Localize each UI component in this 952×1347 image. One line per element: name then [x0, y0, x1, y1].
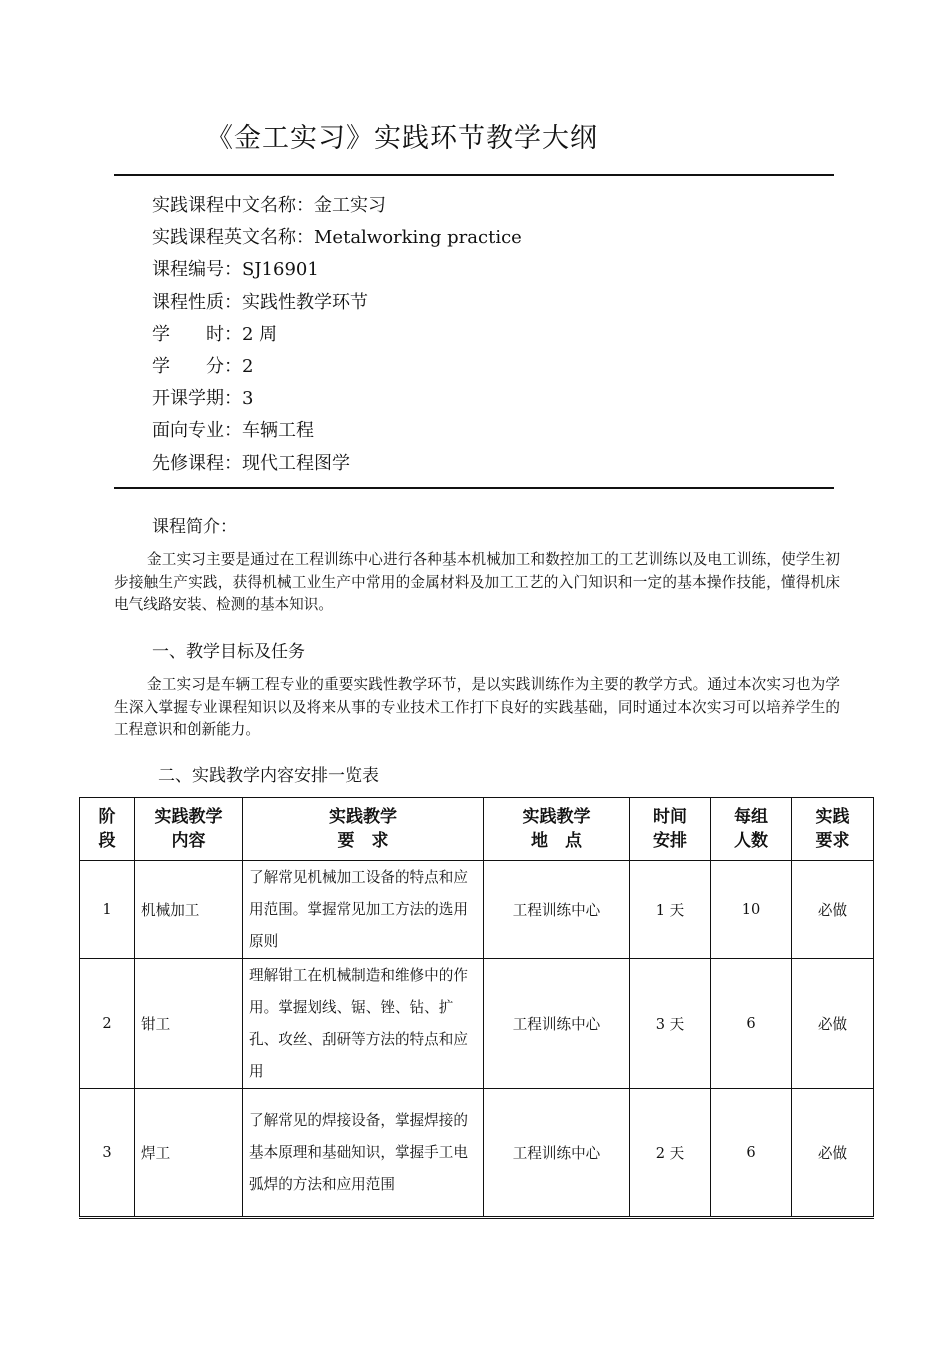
course-info — [152, 190, 522, 480]
cell-stage: 3 — [80, 1089, 135, 1218]
info-row-prereq — [152, 448, 522, 480]
cell-location: 工程训练中心 — [484, 861, 630, 959]
header-line: 人数 — [734, 831, 768, 851]
cell-stage: 1 — [80, 861, 135, 959]
header-line: 内容 — [171, 831, 206, 851]
header-requirement — [243, 798, 484, 861]
header-line: 实践教学 — [522, 807, 591, 827]
info-label: 课程性质： — [152, 291, 242, 313]
info-row-credits — [152, 351, 522, 383]
info-value: 2 — [242, 355, 254, 377]
cell-stage: 2 — [80, 959, 135, 1089]
header-stage — [80, 798, 135, 861]
info-row-major — [152, 415, 522, 447]
info-row-cn-name — [152, 190, 522, 222]
header-line: 时间 — [653, 807, 687, 827]
info-label: 课程编号： — [152, 259, 242, 281]
cell-type: 必做 — [792, 1089, 874, 1218]
section2-heading: 二、实践教学内容安排一览表 — [158, 766, 379, 786]
header-line: 阶 — [98, 807, 116, 827]
top-divider — [114, 174, 834, 176]
info-value: 金工实习 — [314, 195, 386, 216]
cell-requirement: 了解常见机械加工设备的特点和应用范围。掌握常见加工方法的选用原则 — [243, 861, 484, 959]
bottom-divider — [114, 487, 834, 489]
header-line: 实践教学 — [329, 807, 397, 827]
info-label: 先修课程： — [152, 452, 242, 474]
cell-requirement: 了解常见的焊接设备，掌握焊接的基本原理和基础知识，掌握手工电弧焊的方法和应用范围 — [243, 1089, 484, 1218]
cell-time: 1 天 — [630, 861, 711, 959]
info-label: 学 分： — [152, 355, 242, 377]
intro-paragraph: 金工实习主要是通过在工程训练中心进行各种基本机械加工和数控加工的工艺训练以及电工训练，使学生初步接触生产实践，获得机械工业生产中常用的金属材料及加工工艺的入门知识和一定的基本操作技能，懂得机床电气线路安装、检测的基本知识。 — [114, 551, 840, 614]
cell-content: 焊工 — [135, 1089, 243, 1218]
header-line: 实践 — [815, 807, 850, 827]
table-row — [80, 861, 874, 959]
section1-heading: 一、教学目标及任务 — [152, 642, 305, 662]
header-type — [792, 798, 874, 861]
cell-group-size: 10 — [711, 861, 792, 959]
schedule-table — [79, 797, 874, 1219]
cell-type: 必做 — [792, 959, 874, 1089]
header-line: 实践教学 — [154, 807, 223, 827]
info-row-hours — [152, 319, 522, 351]
info-value: 车辆工程 — [242, 420, 314, 442]
info-label: 实践课程中文名称： — [152, 195, 314, 216]
header-group-size — [711, 798, 792, 861]
table-header-row — [80, 798, 874, 861]
header-location — [484, 798, 630, 861]
header-line: 要 求 — [337, 831, 389, 851]
info-label: 实践课程英文名称： — [152, 227, 314, 249]
header-time — [630, 798, 711, 861]
info-label: 面向专业： — [152, 420, 242, 442]
info-row-code — [152, 254, 522, 286]
info-value: 现代工程图学 — [242, 452, 350, 474]
header-line: 段 — [98, 831, 116, 851]
cell-requirement: 理解钳工在机械制造和维修中的作用。掌握划线、锯、锉、钻、扩孔、攻丝、刮研等方法的特点和应用 — [243, 959, 484, 1089]
header-line: 地 点 — [531, 831, 582, 851]
info-value: 实践性教学环节 — [242, 291, 368, 313]
cell-location: 工程训练中心 — [484, 1089, 630, 1218]
cell-content: 钳工 — [135, 959, 243, 1089]
table-row — [80, 1089, 874, 1218]
page-title: 《金工实习》实践环节教学大纲 — [206, 123, 598, 154]
cell-group-size: 6 — [711, 1089, 792, 1218]
info-value: 2 周 — [242, 323, 278, 345]
intro-heading: 课程简介： — [152, 517, 237, 537]
cell-time: 3 天 — [630, 959, 711, 1089]
info-row-en-name — [152, 222, 522, 254]
header-content — [135, 798, 243, 861]
cell-time: 2 天 — [630, 1089, 711, 1218]
header-line: 安排 — [653, 831, 687, 851]
table-row — [80, 959, 874, 1089]
header-line: 要求 — [815, 831, 850, 851]
cell-group-size: 6 — [711, 959, 792, 1089]
cell-type: 必做 — [792, 861, 874, 959]
info-value: SJ16901 — [242, 259, 319, 281]
info-row-nature — [152, 287, 522, 319]
info-row-semester — [152, 383, 522, 415]
info-label: 学 时： — [152, 323, 242, 345]
info-value: Metalworking practice — [314, 227, 522, 249]
section1-paragraph: 金工实习是车辆工程专业的重要实践性教学环节，是以实践训练作为主要的教学方式。通过本次实习也为学生深入掌握专业课程知识以及将来从事的专业技术工作打下良好的实践基础，同时通过本次实习可以培养学生的工程意识和创新能力。 — [114, 676, 840, 739]
info-value: 3 — [242, 388, 254, 410]
cell-content: 机械加工 — [135, 861, 243, 959]
cell-location: 工程训练中心 — [484, 959, 630, 1089]
header-line: 每组 — [734, 807, 768, 827]
info-label: 开课学期： — [152, 388, 242, 410]
